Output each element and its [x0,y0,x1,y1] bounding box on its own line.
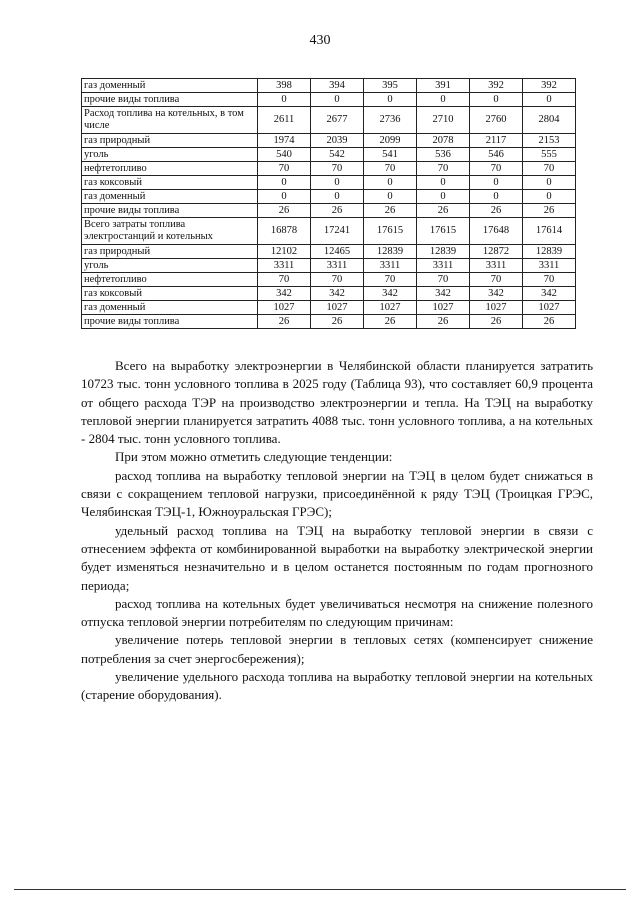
table-row [82,134,576,148]
table-cell: 392 [470,79,523,93]
table-cell: 2710 [417,107,470,134]
table-cell: 3311 [258,259,311,273]
table-cell: 546 [470,148,523,162]
table-cell: 70 [523,273,576,287]
table-row [82,190,576,204]
table-cell: 0 [364,93,417,107]
table-cell: 12102 [258,245,311,259]
table-row [82,93,576,107]
table-cell: 0 [311,93,364,107]
table-cell: 342 [311,287,364,301]
table-cell: 26 [470,315,523,329]
table-cell: 70 [417,273,470,287]
table-cell: 1974 [258,134,311,148]
table-cell: 0 [258,93,311,107]
row-label: уголь [82,148,258,162]
table-row [82,148,576,162]
table-cell: 542 [311,148,364,162]
table-cell: 1027 [417,301,470,315]
row-label: газ доменный [82,190,258,204]
row-label: газ природный [82,134,258,148]
table-cell: 0 [258,190,311,204]
table-cell: 342 [417,287,470,301]
table-cell: 70 [258,273,311,287]
table-cell: 391 [417,79,470,93]
table-row [82,273,576,287]
table-cell: 70 [364,162,417,176]
table-row [82,204,576,218]
table-cell: 26 [258,315,311,329]
table-row [82,107,576,134]
table-cell: 26 [311,315,364,329]
table-cell: 0 [311,190,364,204]
table-row [82,245,576,259]
table-cell: 3311 [470,259,523,273]
table-cell: 1027 [364,301,417,315]
paragraph: Всего на выработку электроэнергии в Челябинской области планируется затратить 10723 тыс. тонн условного топлива в 2025 году (Таблица 93), что составляет 60,9 процента от общего расхода ТЭР на производство электроэнергии и тепла. На ТЭЦ на выработку тепловой энергии планируется затратить 4088 тыс. тонн условного топлива, а на котельных - 2804 тыс. тонн условного топлива. [81,358,593,447]
table-cell: 26 [523,315,576,329]
paragraph: расход топлива на выработку тепловой энергии на ТЭЦ в целом будет снижаться в связи с сокращением тепловой нагрузки, присоединённой к ряду ТЭЦ (Троицкая ГРЭС, Челябинская ТЭЦ-1, Южноуральская ГРЭС); [81,467,593,520]
row-label: газ доменный [82,79,258,93]
paragraph: увеличение потерь тепловой энергии в тепловых сетях (компенсирует снижение потребления за счет энергосбережения); [81,632,593,666]
table-cell: 0 [523,176,576,190]
table-cell: 540 [258,148,311,162]
body-text [81,357,593,705]
row-label: нефтетопливо [82,162,258,176]
table-cell: 0 [258,176,311,190]
table-cell: 0 [364,176,417,190]
table-cell: 2078 [417,134,470,148]
table-cell: 70 [523,162,576,176]
table-cell: 2153 [523,134,576,148]
row-label: Всего затраты топлива электростанций и котельных [82,218,258,245]
row-label: газ коксовый [82,287,258,301]
table-cell: 26 [311,204,364,218]
table-cell: 70 [311,162,364,176]
paragraph: расход топлива на котельных будет увеличиваться несмотря на снижение полезного отпуска тепловой энергии потребителям по следующим причинам: [81,595,593,630]
table-cell: 0 [417,176,470,190]
footer-divider [14,889,626,890]
table-row [82,301,576,315]
row-label: прочие виды топлива [82,93,258,107]
table-cell: 0 [417,190,470,204]
table-cell: 12839 [364,245,417,259]
paragraph: увеличение удельного расхода топлива на выработку тепловой энергии на котельных (старение оборудования). [81,669,593,703]
table-row [82,218,576,245]
table-cell: 2039 [311,134,364,148]
table-cell: 70 [364,273,417,287]
table-cell: 1027 [258,301,311,315]
row-label: прочие виды топлива [82,315,258,329]
table-cell: 0 [470,190,523,204]
table-cell: 2117 [470,134,523,148]
table-cell: 392 [523,79,576,93]
table-cell: 3311 [417,259,470,273]
paragraph: При этом можно отметить следующие тенденции: [115,449,393,465]
row-label: прочие виды топлива [82,204,258,218]
table-cell: 2736 [364,107,417,134]
table-cell: 26 [258,204,311,218]
row-label: Расход топлива на котельных, в том числе [82,107,258,134]
table-row [82,315,576,329]
table-body [82,79,576,329]
table-cell: 12839 [417,245,470,259]
row-label: газ доменный [82,301,258,315]
table-cell: 0 [523,93,576,107]
table-cell: 1027 [311,301,364,315]
table-cell: 12839 [523,245,576,259]
table-cell: 3311 [523,259,576,273]
table-cell: 70 [417,162,470,176]
table-cell: 342 [470,287,523,301]
table-cell: 17614 [523,218,576,245]
table-cell: 0 [364,190,417,204]
table-cell: 0 [311,176,364,190]
table-cell: 2611 [258,107,311,134]
table-cell: 26 [417,204,470,218]
row-label: газ природный [82,245,258,259]
table-cell: 26 [417,315,470,329]
table-cell: 0 [470,93,523,107]
table-cell: 2804 [523,107,576,134]
table-cell: 342 [523,287,576,301]
table-cell: 3311 [364,259,417,273]
table-cell: 1027 [470,301,523,315]
table-cell: 398 [258,79,311,93]
table-cell: 26 [470,204,523,218]
table-cell: 17615 [417,218,470,245]
table-cell: 541 [364,148,417,162]
row-label: уголь [82,259,258,273]
table-cell: 17241 [311,218,364,245]
table-cell: 70 [311,273,364,287]
table-cell: 536 [417,148,470,162]
table-cell: 26 [364,204,417,218]
table-cell: 3311 [311,259,364,273]
table-cell: 26 [523,204,576,218]
table-cell: 2677 [311,107,364,134]
table-cell: 555 [523,148,576,162]
table-cell: 2099 [364,134,417,148]
fuel-consumption-table [81,78,576,329]
table-cell: 12872 [470,245,523,259]
table-row [82,79,576,93]
table-cell: 0 [417,93,470,107]
table-cell: 16878 [258,218,311,245]
table-cell: 342 [258,287,311,301]
table-row [82,176,576,190]
table-cell: 17615 [364,218,417,245]
table-row [82,259,576,273]
table-cell: 0 [470,176,523,190]
table-row [82,287,576,301]
table-cell: 2760 [470,107,523,134]
table-cell: 0 [523,190,576,204]
table-cell: 342 [364,287,417,301]
page-number: 430 [309,33,331,48]
table-cell: 17648 [470,218,523,245]
paragraph: удельный расход топлива на ТЭЦ на выработку тепловой энергии в связи с отнесением эффекта от комбинированной выработки на выработку электрической энергии будет изменяться незначительно и в целом останется постоянным по годам прогнозного периода; [81,522,593,593]
table-cell: 394 [311,79,364,93]
table-cell: 70 [258,162,311,176]
row-label: газ коксовый [82,176,258,190]
table-cell: 12465 [311,245,364,259]
row-label: нефтетопливо [82,273,258,287]
table-cell: 26 [364,315,417,329]
table-cell: 395 [364,79,417,93]
table-cell: 1027 [523,301,576,315]
table-cell: 70 [470,273,523,287]
table-row [82,162,576,176]
table-cell: 70 [470,162,523,176]
